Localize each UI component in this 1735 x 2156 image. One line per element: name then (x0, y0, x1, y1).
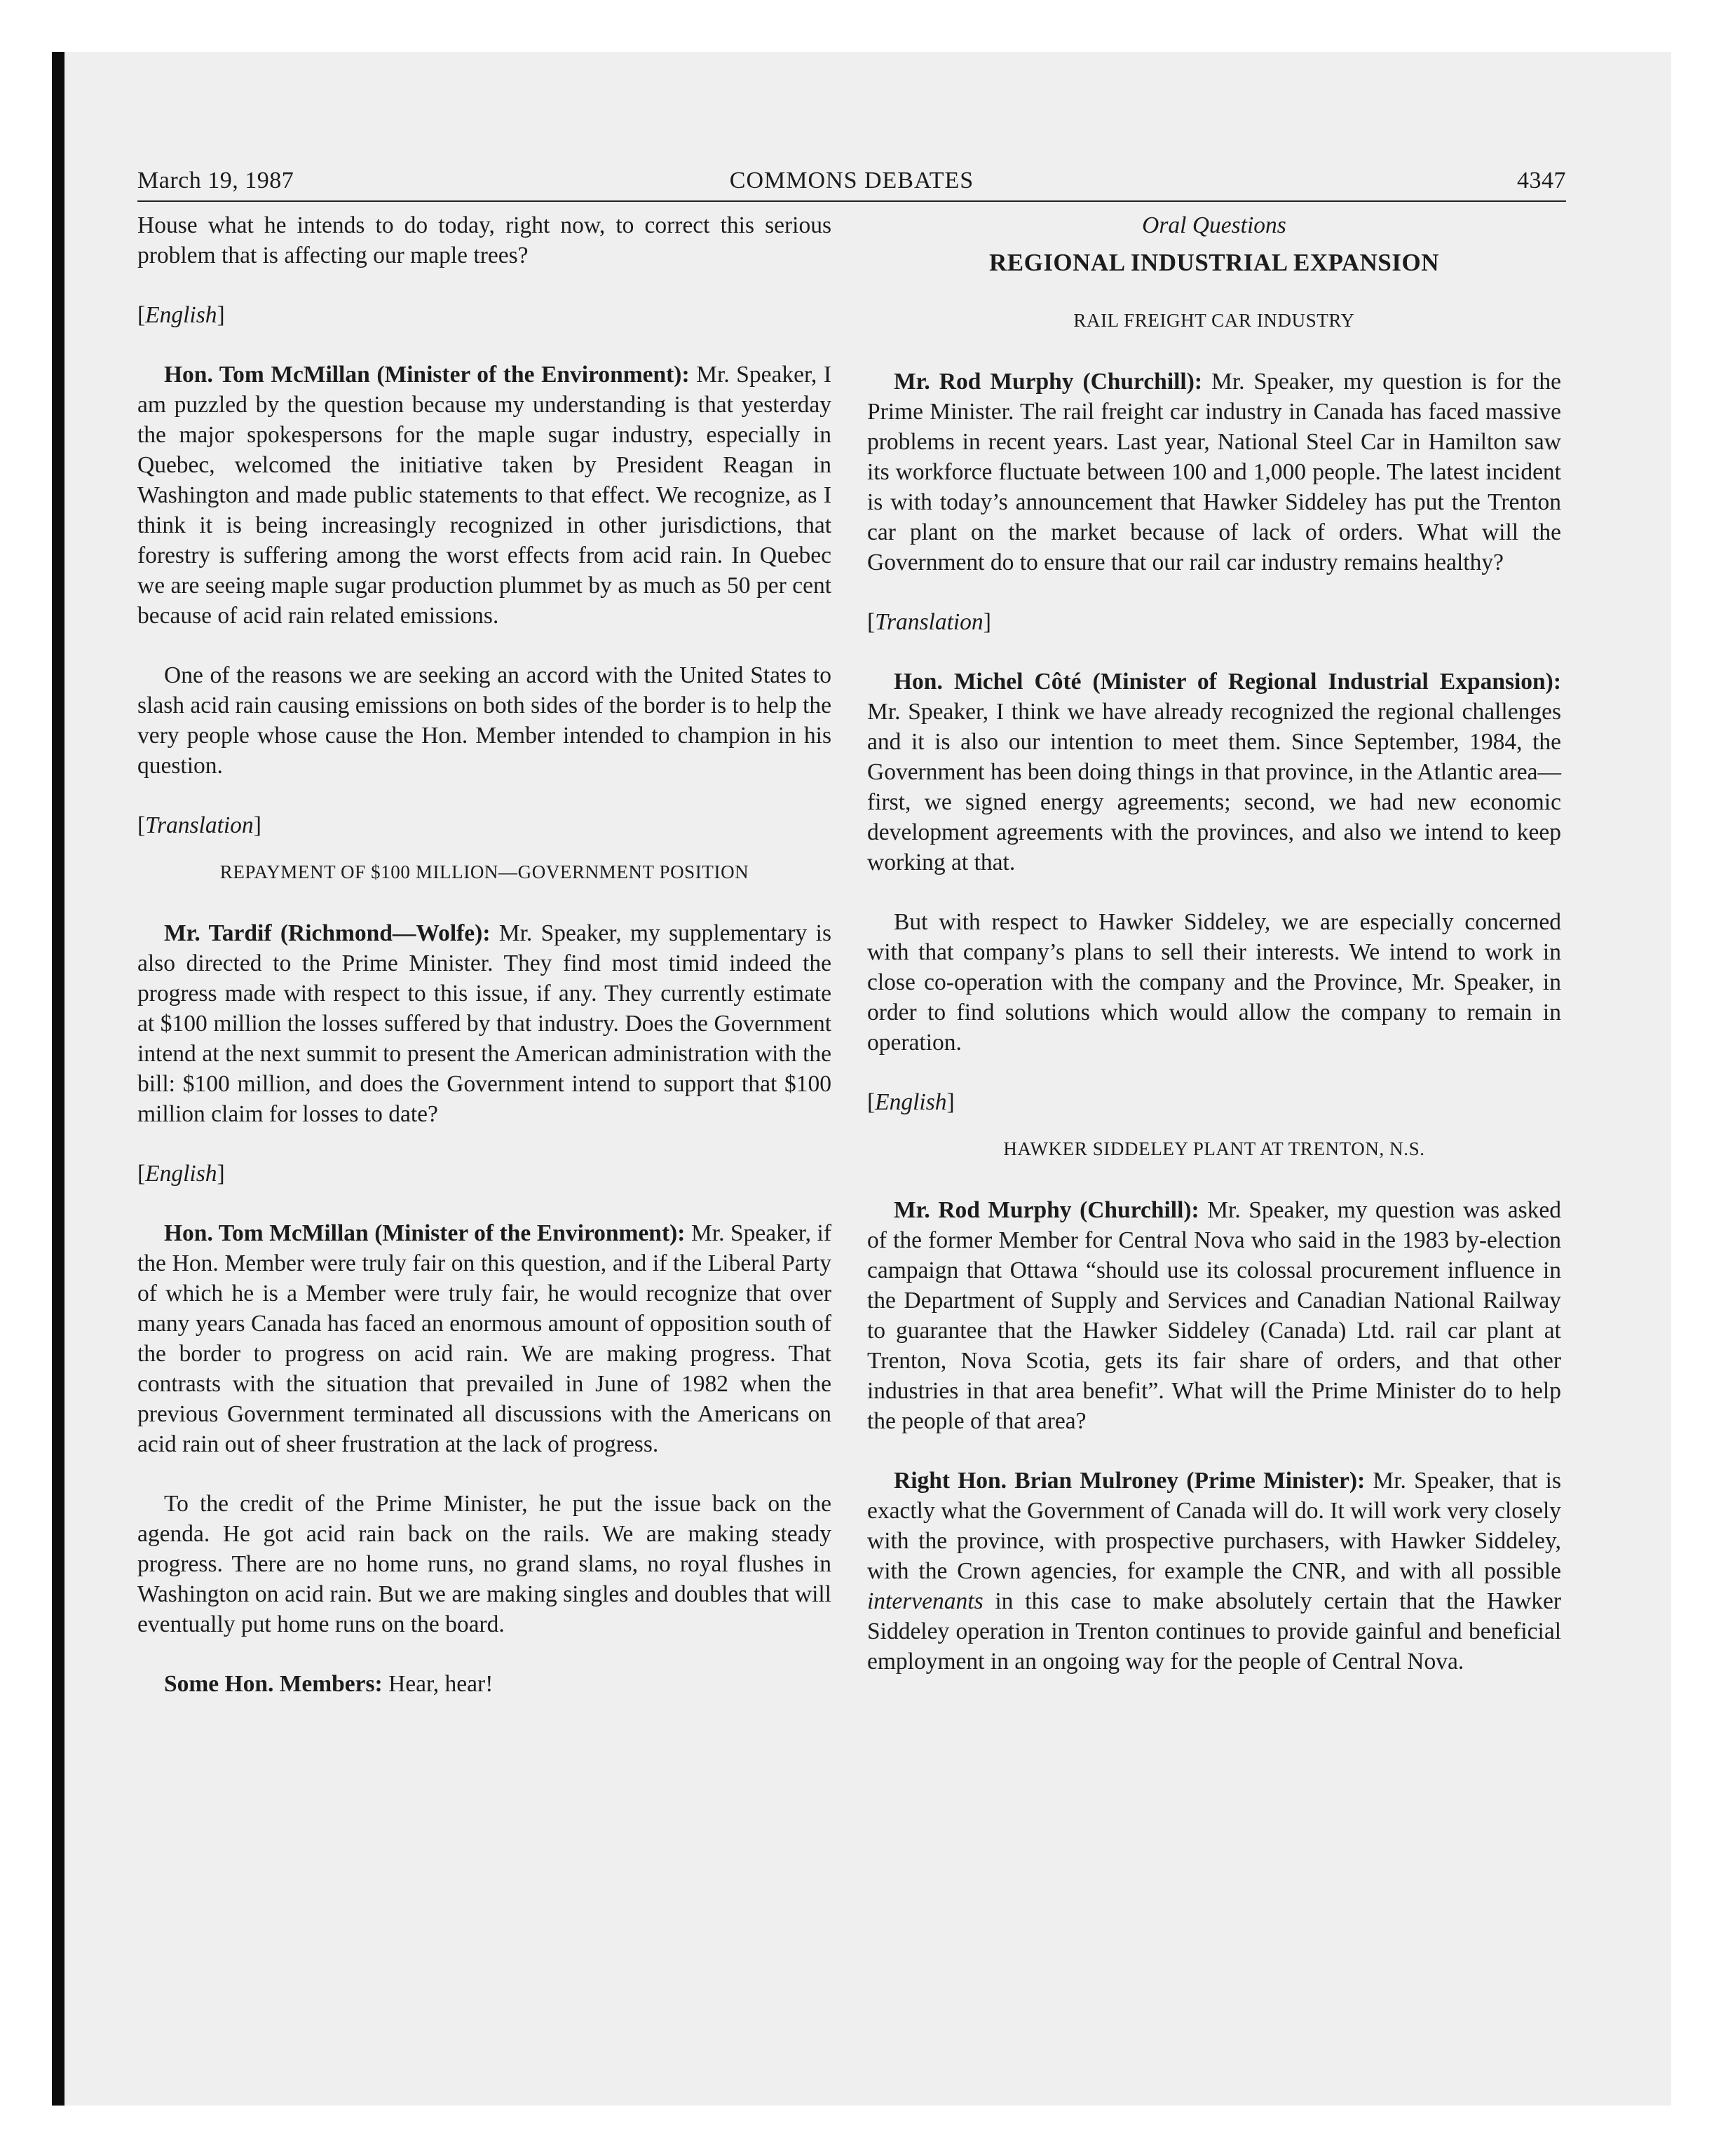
paragraph: But with respect to Hawker Siddeley, we are especially concerned with that company’s plans to sell their interests. We intend to work in close co-operation with the company and the Province, Mr. Speaker, in order to find solutions which would allow the company to remain in operation. (867, 909, 1561, 1056)
section-title: REGIONAL INDUSTRIAL EXPANSION (988, 249, 1440, 276)
language-marker: [Translation] (867, 609, 991, 635)
left-column (137, 210, 831, 1728)
language-marker: [Translation] (137, 812, 261, 838)
speaker-name: Hon. Tom McMillan (Minister of the Environment): (164, 362, 690, 388)
subheading: HAWKER SIDDELEY PLANT AT TRENTON, N.S. (1003, 1138, 1425, 1159)
binding-edge (52, 52, 64, 2106)
speaker-name: Hon. Tom McMillan (Minister of the Environment): (164, 1220, 686, 1246)
speaker-name: Right Hon. Brian Mulroney (Prime Minister): (894, 1468, 1366, 1494)
speaker-name: Hon. Michel Côté (Minister of Regional Industrial Expansion): (894, 669, 1561, 695)
paragraph: Hon. Tom McMillan (Minister of the Environment): Mr. Speaker, if the Hon. Member were truly fair on this question, and if the Liberal Party of which he is a Member were truly fair, he would recognize that over many years Canada has faced an enormous amount of opposition south of the border to progress on acid rain. We are making progress. That contrasts with the situation that prevailed in June of 1982 when the previous Government terminated all discussions with the Americans on acid rain out of sheer frustration at the lack of progress. (137, 1220, 831, 1457)
paragraph: Mr. Rod Murphy (Churchill): Mr. Speaker, my question was asked of the former Member for Central Nova who said in the 1983 by-election campaign that Ottawa “should use its colossal procurement influence in the Department of Supply and Services and Canadian National Railway to guarantee that the Hawker Siddeley (Canada) Ltd. rail car plant at Trenton, Nova Scotia, gets its fair share of orders, and that other industries in that area benefit”. What will the Prime Minister do to help the people of that area? (867, 1197, 1561, 1434)
header-page-number: 4347 (1517, 168, 1566, 193)
speaker-name: Mr. Rod Murphy (Churchill): (894, 1197, 1199, 1223)
paragraph: To the credit of the Prime Minister, he put the issue back on the agenda. He got acid rain back on the rails. We are making steady progress. There are no home runs, no grand slams, no royal flushes in Washington on acid rain. But we are making singles and doubles that will eventually put home runs on the board. (137, 1491, 831, 1637)
paragraph: Right Hon. Brian Mulroney (Prime Minister): Mr. Speaker, that is exactly what the Government of Canada will do. It will work very closely with the province, with prospective purchasers, with Hawker Siddeley, with the Crown agencies, for example the CNR, and with all possible intervenants in this case to make absolutely certain that the Hawker Siddeley operation in Trenton continues to provide gainful and beneficial employment in an ongoing way for the people of Central Nova. (867, 1468, 1561, 1674)
header-publication: COMMONS DEBATES (729, 168, 974, 193)
paragraph: Mr. Tardif (Richmond—Wolfe): Mr. Speaker, my supplementary is also directed to the Prime Minister. They find most timid indeed the progress made with respect to this issue, if any. They currently estimate at $100 million the losses suffered by that industry. Does the Government intend at the next summit to present the American administration with the bill: $100 million, and does the Government intend to support that $100 million claim for losses to date? (137, 920, 831, 1127)
paragraph: Hon. Michel Côté (Minister of Regional Industrial Expansion): Mr. Speaker, I think we have already recognized the regional challenges and it is also our intention to meet them. Since September, 1984, the Government has been doing things in that province, in the Atlantic area—first, we signed energy agreements; second, we had new economic development agreements with the provinces, and also we intend to keep working at that. (867, 669, 1561, 875)
paragraph: Hon. Tom McMillan (Minister of the Environment): Mr. Speaker, I am puzzled by the question because my understanding is that yesterday the major spokespersons for the maple sugar industry, especially in Quebec, welcomed the initiative taken by President Reagan in Washington and made public statements to that effect. We recognize, as I think it is being increasingly recognized in other jurisdictions, that forestry is suffering among the worst effects from acid rain. In Quebec we are seeing maple sugar production plummet by as much as 50 per cent because of acid rain related emissions. (137, 362, 831, 629)
paragraph: One of the reasons we are seeking an accord with the United States to slash acid rain causing emissions on both sides of the border is to help the very people whose cause the Hon. Member intended to champion in his question. (137, 662, 831, 779)
subheading: REPAYMENT OF $100 MILLION—GOVERNMENT POSITION (219, 861, 749, 882)
paragraph: Mr. Rod Murphy (Churchill): Mr. Speaker, my question is for the Prime Minister. The rail freight car industry in Canada has faced massive problems in recent years. Last year, National Steel Car in Hamilton saw its workforce fluctuate between 100 and 1,000 people. The latest incident is with today’s announcement that Hawker Siddeley has put the Trenton car plant on the market because of lack of orders. What will the Government do to ensure that our rail car industry remains healthy? (867, 369, 1561, 575)
speaker-name: Some Hon. Members: (164, 1671, 383, 1697)
language-marker: [English] (137, 1161, 225, 1187)
right-column (867, 210, 1561, 1706)
language-marker: [English] (867, 1089, 955, 1115)
section-label: Oral Questions (1142, 212, 1286, 238)
header-date: March 19, 1987 (137, 168, 294, 193)
running-header (137, 165, 1566, 202)
speaker-name: Mr. Tardif (Richmond—Wolfe): (164, 920, 491, 946)
paragraph: House what he intends to do today, right now, to correct this serious problem that is affecting our maple trees? (137, 212, 831, 268)
speaker-name: Mr. Rod Murphy (Churchill): (894, 369, 1203, 395)
subheading: RAIL FREIGHT CAR INDUSTRY (1073, 310, 1355, 331)
paragraph: Some Hon. Members: Hear, hear! (164, 1671, 494, 1697)
language-marker: [English] (137, 302, 225, 328)
